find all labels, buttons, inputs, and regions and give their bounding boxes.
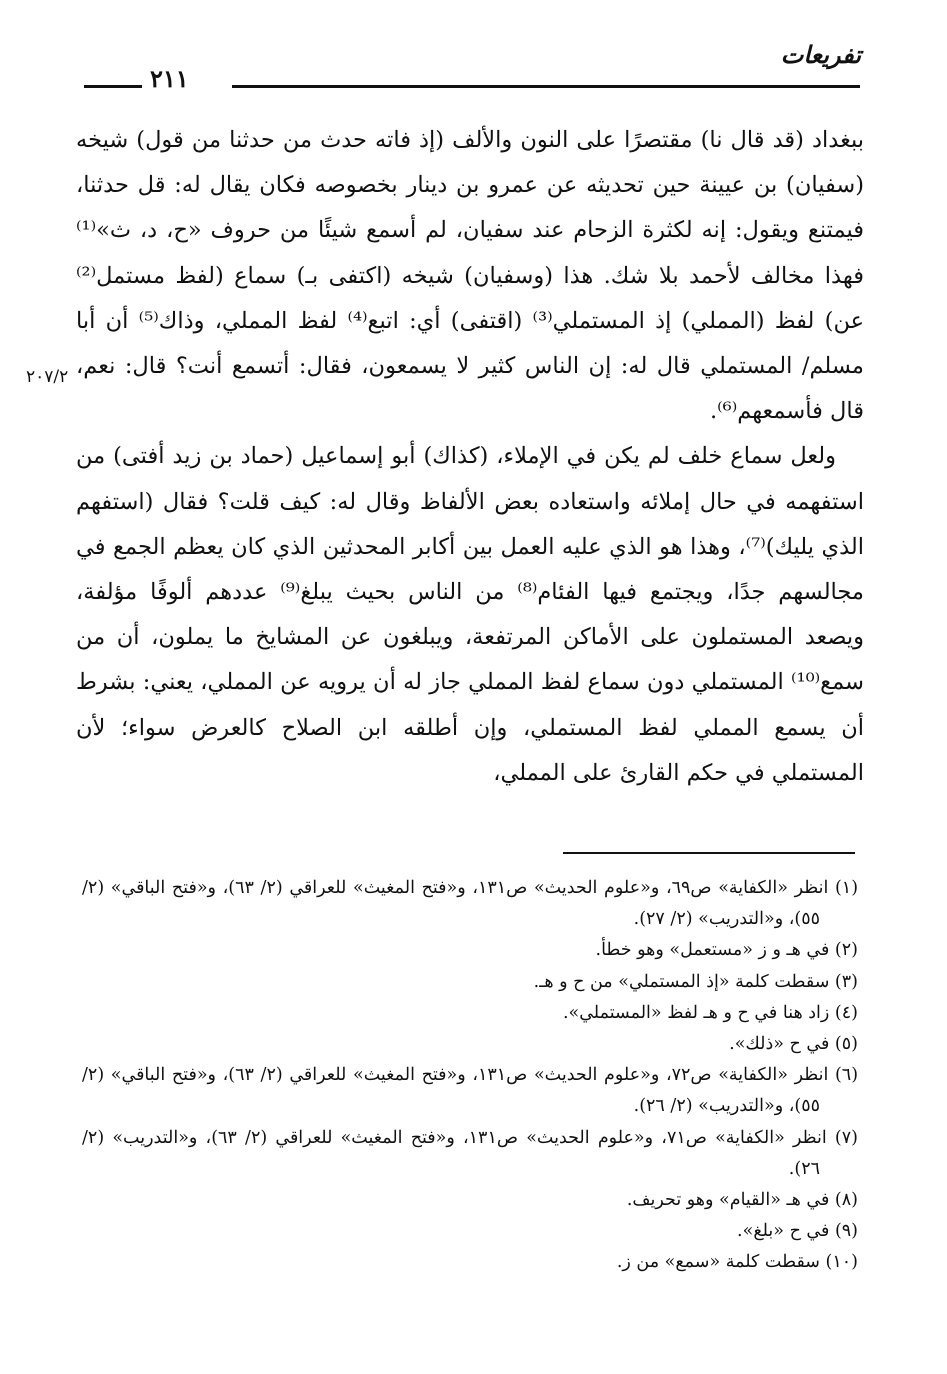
footnote-8: (٨) في هـ «القيام» وهو تحريف. (626, 1190, 858, 1211)
footnote-3: (٣) سقطت كلمة «إذ المستملي» من ح و هـ. (533, 971, 858, 992)
page-number: ٢١١ (150, 64, 189, 93)
footnote-7: (٧) انظر «الكفاية» ص٧١، و«علوم الحديث» ص١٣١، و«فتح المغيث» للعراقي (٢/ ٦٣)، و«التدريب» (٢/ ٢٦). (82, 1127, 858, 1179)
body-paragraph-1: ببغداد (قد قال نا) مقتصرًا على النون والألف (إذ فاته حدث من حدثنا من قول) شيخه (سفيان) بن عيينة حين تحديثه عن عمرو بن دينار بخصوصه فكان يقال له: قل حدثنا، فيمتنع ويقول: إنه لكثرة الزحام عند سفيان، لم أسمع شيئًا من حروف «ح، د، ث»⁽¹⁾ فهذا مخالف لأحمد بلا شك. هذا (وسفيان) شيخه (اكتفى بـ) سماع (لفظ مستمل⁽²⁾ عن) لفظ (المملي) إذ المستملي⁽³⁾ (اقتفى) أي: اتبع⁽⁴⁾ لفظ المملي، وذاك⁽⁵⁾ أن أبا مسلم/ المستملي قال له: إن الناس كثير لا يسمعون، فقال: أتسمع أنت؟ قال: نعم، قال فأسمعهم⁽⁶⁾. (76, 127, 864, 425)
header-rule-left (84, 85, 142, 88)
footnote-separator (563, 852, 855, 854)
header-rule-right (232, 85, 860, 88)
footnote-6: (٦) انظر «الكفاية» ص٧٢، و«علوم الحديث» ص١٣١، و«فتح المغيث» للعراقي (٢/ ٦٣)، و«فتح الباقي» (٢/ ٥٥)، و«التدريب» (٢/ ٢٦). (82, 1065, 859, 1117)
footnote-5: (٥) في ح «ذلك». (729, 1034, 858, 1055)
margin-reference-note: ٢٠٧/٢ (26, 367, 69, 387)
running-header-title: تفريعات (780, 40, 861, 69)
footnotes-section (82, 873, 858, 1279)
footnote-9: (٩) في ح «بلغ». (737, 1221, 858, 1242)
footnote-4: (٤) زاد هنا في ح و هـ لفظ «المستملي». (562, 1002, 858, 1023)
main-body-text (76, 118, 864, 796)
body-paragraph-2: ولعل سماع خلف لم يكن في الإملاء، (كذاك) أبو إسماعيل (حماد بن زيد أفتى) من استفهمه في حال إملائه واستعاده بعض الألفاظ وقال له: كيف قلت؟ فقال (استفهم الذي يليك)⁽⁷⁾، وهذا هو الذي عليه العمل بين أكابر المحدثين الذي كان يعظم الجمع في مجالسهم جدًا، ويجتمع فيها الفئام⁽⁸⁾ من الناس بحيث يبلغ⁽⁹⁾ عددهم ألوفًا مؤلفة، ويصعد المستملون على الأماكن المرتفعة، ويبلغون عن المشايخ ما يملون، أن من سمع⁽¹⁰⁾ المستملي دون سماع لفظ المملي جاز له أن يرويه عن المملي، يعني: بشرط أن يسمع المملي لفظ المستملي، وإن أطلقه ابن الصلاح كالعرض سواء؛ لأن المستملي في حكم القارئ على المملي، (76, 443, 864, 786)
footnote-1: (١) انظر «الكفاية» ص٦٩، و«علوم الحديث» ص١٣١، و«فتح المغيث» للعراقي (٢/ ٦٣)، و«فتح الباقي» (٢/ ٥٥)، و«التدريب» (٢/ ٢٧). (82, 878, 859, 930)
footnote-2: (٢) في هـ و ز «مستعمل» وهو خطأ. (595, 940, 858, 961)
footnote-10: (١٠) سقطت كلمة «سمع» من ز. (616, 1252, 858, 1273)
